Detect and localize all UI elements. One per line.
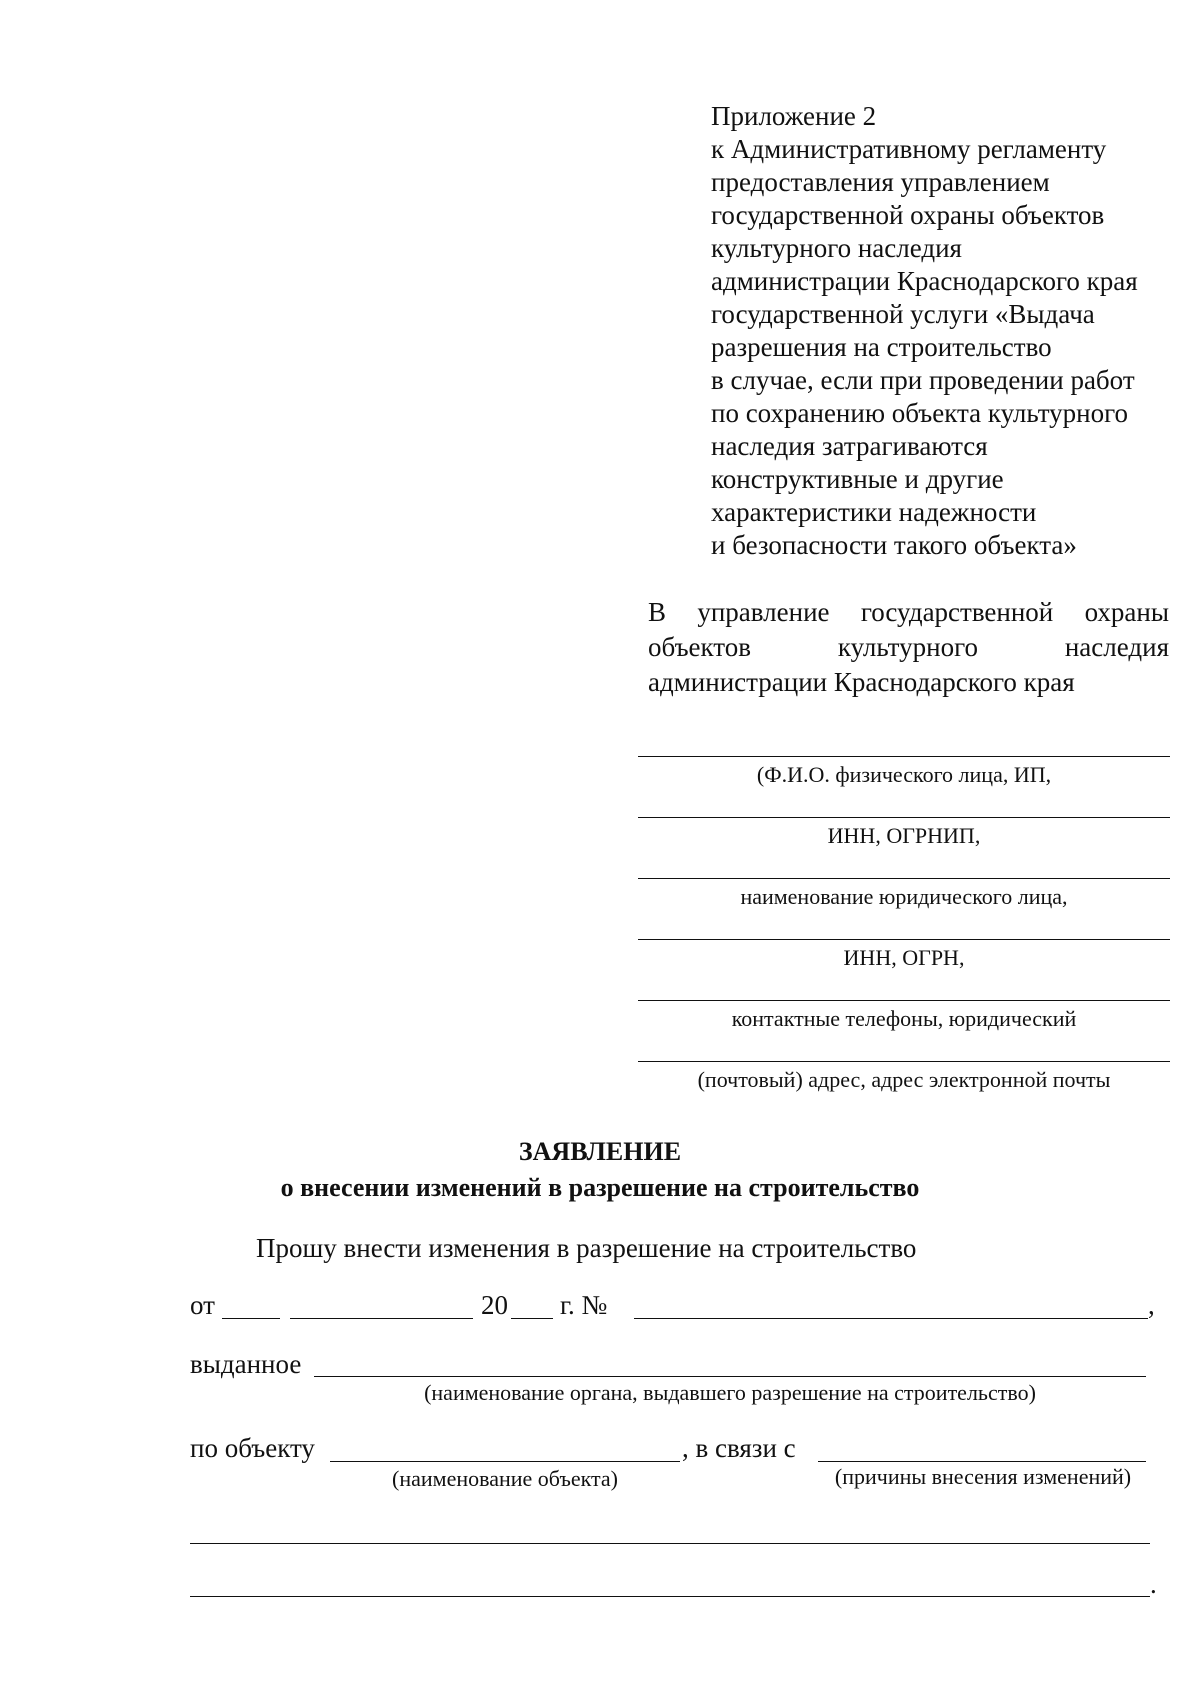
applicant-field-label: ИНН, ОГРНИП,: [827, 823, 981, 848]
addressee-line-2: объектов культурного наследия: [648, 632, 1169, 662]
applicant-inn-ogrnip-field[interactable]: [638, 817, 1170, 818]
appendix-line: и безопасности такого объекта»: [711, 530, 1077, 560]
applicant-field-label: наименование юридического лица,: [740, 884, 1068, 909]
issuing-authority-field[interactable]: [314, 1376, 1146, 1377]
reason-continuation-field[interactable]: [190, 1543, 1150, 1544]
end-period: .: [1150, 1569, 1157, 1599]
object-name-field[interactable]: [330, 1461, 680, 1462]
appendix-line: по сохранению объекта культурного: [711, 398, 1128, 428]
applicant-field-label: (Ф.И.О. физического лица, ИП,: [756, 762, 1052, 787]
addressee-block: [648, 595, 1169, 700]
statement-intro: Прошу внести изменения в разрешение на строительство: [256, 1233, 917, 1263]
appendix-line: к Административному регламенту: [711, 134, 1107, 164]
addressee-line-1: В управление государственной охраны: [648, 597, 1169, 627]
appendix-line: в случае, если при проведении работ: [711, 365, 1135, 395]
appendix-line: государственной охраны объектов: [711, 200, 1105, 230]
reason-hint: (причины внесения изменений): [834, 1464, 1132, 1489]
object-label: по объекту: [190, 1433, 315, 1463]
appendix-header: [711, 100, 1191, 562]
appendix-line: конструктивные и другие: [711, 464, 1004, 494]
issued-label: выданное: [190, 1349, 302, 1379]
applicant-name-field[interactable]: [638, 756, 1170, 757]
appendix-line: предоставления управлением: [711, 167, 1050, 197]
appendix-line: администрации Краснодарского края: [711, 266, 1138, 296]
addressee-line-3: администрации Краснодарского края: [648, 667, 1075, 697]
appendix-line: культурного наследия: [711, 233, 962, 263]
object-hint: (наименование объекта): [392, 1466, 618, 1491]
contact-phones-field[interactable]: [638, 1000, 1170, 1001]
appendix-line: государственной услуги «Выдача: [711, 299, 1095, 329]
reason-continuation-field[interactable]: [190, 1596, 1150, 1597]
permit-day-field[interactable]: [222, 1318, 280, 1319]
legal-entity-inn-ogrn-field[interactable]: [638, 939, 1170, 940]
row-comma: ,: [1148, 1290, 1155, 1320]
permit-number-field[interactable]: [634, 1318, 1148, 1319]
reason-field[interactable]: [818, 1461, 1146, 1462]
statement-subtitle: о внесении изменений в разрешение на строительство: [280, 1173, 920, 1202]
permit-year-field[interactable]: [511, 1318, 553, 1319]
applicant-field-label: (почтовый) адрес, адрес электронной почты: [697, 1067, 1111, 1092]
from-label: от: [190, 1290, 215, 1320]
appendix-line: наследия затрагиваются: [711, 431, 988, 461]
appendix-line: характеристики надежности: [711, 497, 1037, 527]
due-to-label: , в связи с: [682, 1433, 796, 1463]
statement-title: ЗАЯВЛЕНИЕ: [518, 1137, 682, 1166]
applicant-field-label: контактные телефоны, юридический: [731, 1006, 1077, 1031]
year-prefix: 20: [481, 1290, 508, 1320]
legal-entity-name-field[interactable]: [638, 878, 1170, 879]
address-email-field[interactable]: [638, 1061, 1170, 1062]
number-label: г. №: [560, 1290, 608, 1320]
appendix-line: Приложение 2: [711, 101, 877, 131]
permit-month-field[interactable]: [290, 1318, 473, 1319]
applicant-field-label: ИНН, ОГРН,: [843, 945, 965, 970]
issued-hint: (наименование органа, выдавшего разрешение на строительство): [424, 1380, 1036, 1405]
appendix-line: разрешения на строительство: [711, 332, 1052, 362]
